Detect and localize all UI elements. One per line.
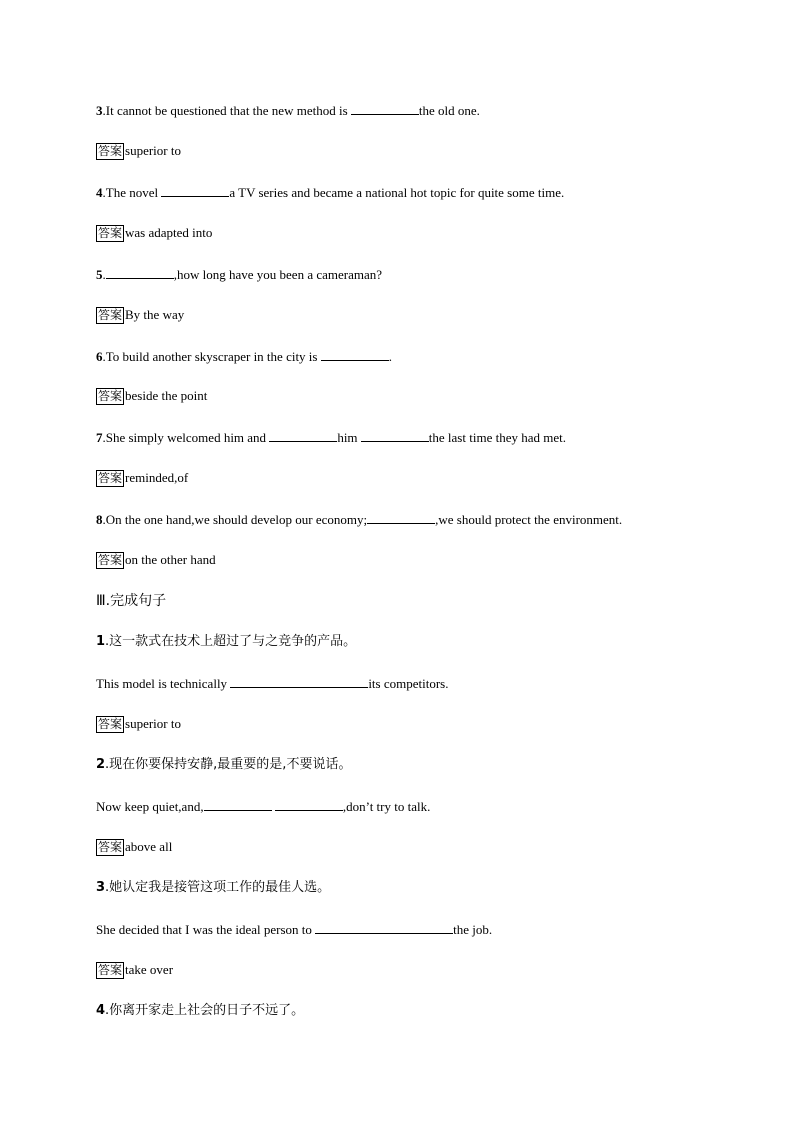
answer-blank — [321, 348, 389, 361]
answer-badge: 答案 — [98, 226, 123, 240]
answer-text: on the other hand — [125, 552, 216, 567]
answer-badge: 答案 — [98, 144, 123, 158]
question-number: 8 — [96, 512, 103, 527]
sentence-2-chinese — [96, 757, 734, 773]
question-text-pre: .It cannot be questioned that the new method is — [102, 103, 351, 118]
question-text-pre: Now keep quiet,and, — [96, 799, 204, 814]
answer-text: beside the point — [125, 388, 208, 403]
question-number: 7 — [96, 430, 103, 445]
question-text-pre: .On the one hand,we should develop our economy; — [102, 512, 368, 527]
question-number: 4 — [96, 1003, 106, 1018]
answer-badge: 答案 — [98, 471, 123, 485]
answer-badge: 答案 — [98, 553, 123, 567]
question-text-pre: This model is technically — [96, 676, 231, 691]
answer-8 — [96, 552, 734, 569]
question-text-post: ,how long have you been a cameraman? — [173, 267, 383, 282]
chinese-prompt: .她认定我是接管这项工作的最佳人选。 — [105, 880, 331, 895]
answer-text: was adapted into — [125, 225, 213, 240]
answer-blank — [361, 429, 429, 442]
question-number: 3 — [96, 880, 106, 895]
sentence-3-english — [96, 921, 734, 938]
answer-blank — [367, 511, 435, 524]
answer-7 — [96, 470, 734, 487]
question-text-post: the old one. — [418, 103, 480, 118]
answer-blank — [106, 266, 174, 279]
answer-5 — [96, 307, 734, 324]
question-number: 3 — [96, 103, 103, 118]
answer-text: above all — [125, 839, 173, 854]
section-title: Ⅲ.完成句子 — [96, 593, 167, 609]
chinese-prompt: .你离开家走上社会的日子不远了。 — [105, 1003, 305, 1018]
question-text-pre: .To build another skyscraper in the city is — [102, 349, 321, 364]
answer-badge: 答案 — [98, 389, 123, 403]
question-text-post: a TV series and became a national hot topic for quite some time. — [229, 185, 565, 200]
sentence-4-chinese — [96, 1003, 734, 1019]
answer-text: reminded,of — [125, 470, 189, 485]
question-text-post: the job. — [453, 922, 493, 937]
answer-blank — [269, 429, 337, 442]
answer-4 — [96, 225, 734, 242]
question-7 — [96, 429, 734, 446]
question-number: 5 — [96, 267, 103, 282]
answer-badge: 答案 — [98, 308, 123, 322]
answer-3 — [96, 143, 734, 160]
question-text-pre: .The novel — [102, 185, 162, 200]
question-text-mid: him — [337, 430, 361, 445]
question-text-post: the last time they had met. — [428, 430, 566, 445]
question-number: 2 — [96, 757, 106, 772]
question-text-pre: She decided that I was the ideal person to — [96, 922, 316, 937]
answer-text: take over — [125, 962, 174, 977]
question-text-post: ,we should protect the environment. — [435, 512, 623, 527]
answer-blank — [161, 184, 229, 197]
sentence-3-chinese — [96, 880, 734, 896]
chinese-prompt: .这一款式在技术上超过了与之竞争的产品。 — [105, 634, 357, 649]
chinese-prompt: .现在你要保持安静,最重要的是,不要说话。 — [105, 757, 352, 772]
sentence-3-answer — [96, 962, 734, 979]
question-number: 1 — [96, 634, 106, 649]
sentence-1-answer — [96, 716, 734, 733]
answer-6 — [96, 388, 734, 405]
question-8 — [96, 511, 734, 528]
question-number: 6 — [96, 349, 103, 364]
sentence-2-english — [96, 798, 734, 815]
question-text-post: ,don’t try to talk. — [342, 799, 431, 814]
question-number: 4 — [96, 185, 103, 200]
answer-blank — [204, 798, 272, 811]
answer-text: superior to — [125, 143, 181, 158]
question-4 — [96, 184, 734, 201]
sentence-1-english — [96, 675, 734, 692]
sentence-2-answer — [96, 839, 734, 856]
question-5 — [96, 266, 734, 283]
question-text-post: its competitors. — [368, 676, 449, 691]
answer-blank — [230, 675, 368, 688]
sentence-1-chinese — [96, 634, 734, 650]
answer-badge: 答案 — [98, 840, 123, 854]
answer-badge: 答案 — [98, 963, 123, 977]
answer-text: By the way — [125, 307, 185, 322]
question-3 — [96, 102, 734, 119]
answer-text: superior to — [125, 716, 181, 731]
answer-blank — [275, 798, 343, 811]
question-6 — [96, 348, 734, 365]
question-text-pre: .She simply welcomed him and — [102, 430, 270, 445]
answer-blank — [315, 921, 453, 934]
answer-blank — [351, 102, 419, 115]
answer-badge: 答案 — [98, 717, 123, 731]
question-text-post: . — [388, 349, 392, 364]
question-text-pre: . — [102, 267, 106, 282]
